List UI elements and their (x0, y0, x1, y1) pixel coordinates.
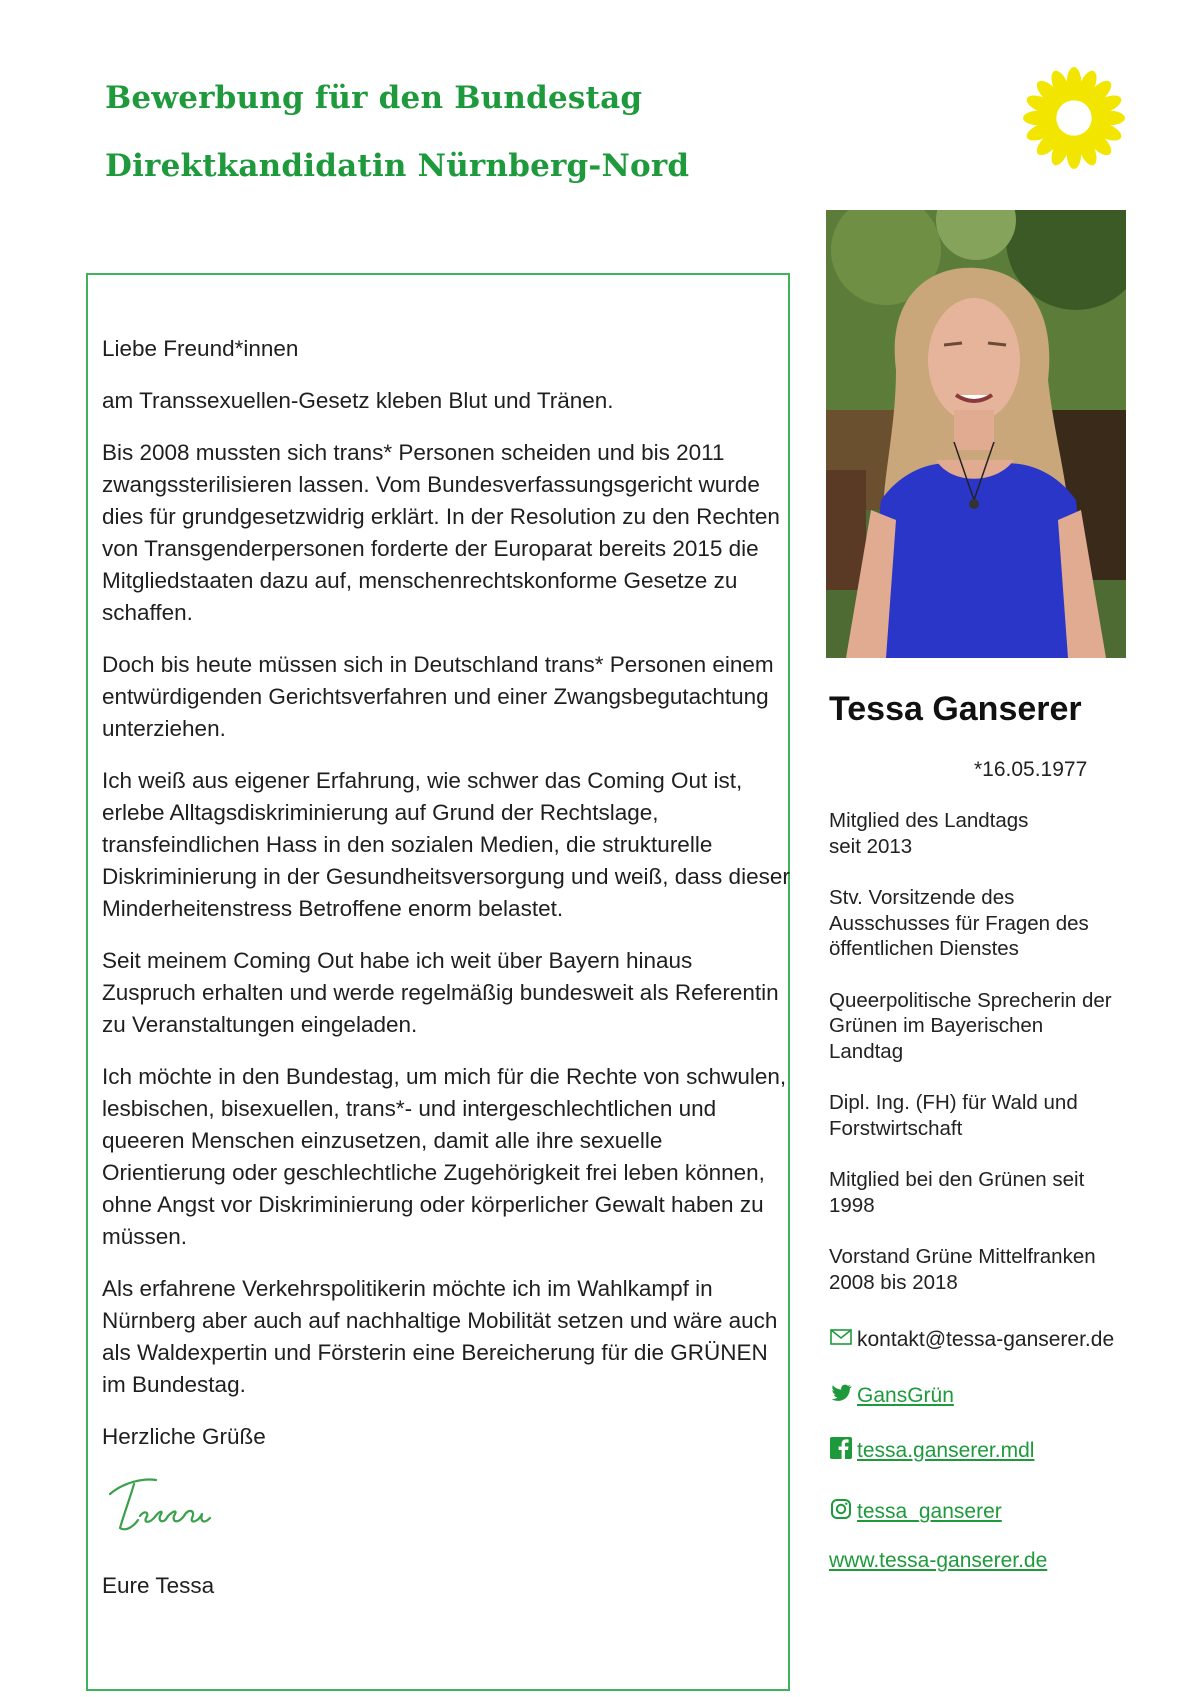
fact-line: Landtag (829, 1039, 904, 1063)
portrait-photo (826, 210, 1126, 658)
fact-line: 1998 (829, 1193, 875, 1217)
email-text[interactable]: kontakt@tessa-ganserer.de (857, 1328, 1115, 1351)
fact-line: 2008 bis 2018 (829, 1270, 958, 1294)
letter-paragraph: Als erfahrene Verkehrspolitikerin möchte ich im Wahlkampf in Nürnberg aber auch auf nachhaltige Mobilität setzen und wäre auch als Waldexpertin und Försterin eine Bereicherung für die GRÜNEN im Bundestag. (102, 1276, 778, 1397)
contact-facebook[interactable] (829, 1436, 1159, 1463)
letter-closing: Herzliche Grüße (102, 1424, 266, 1449)
letter-body (102, 333, 792, 1473)
fact-line: Grünen im Bayerischen (829, 1014, 1044, 1037)
fact-line: Mitglied bei den Grünen seit (829, 1168, 1085, 1191)
contact-instagram[interactable] (829, 1497, 1159, 1524)
twitter-icon (829, 1381, 853, 1405)
fact-line: Mitglied des Landtags (829, 809, 1029, 832)
birth-date: *16.05.1977 (974, 758, 1088, 781)
letter-greeting: Liebe Freund*innen (102, 336, 299, 361)
fact-line: Dipl. Ing. (FH) für Wald und (829, 1091, 1078, 1114)
fact-line: öffentlichen Dienstes (829, 937, 1019, 960)
twitter-link[interactable]: GansGrün (857, 1384, 954, 1407)
instagram-link[interactable]: tessa_ganserer (857, 1500, 1002, 1523)
fact-line: Forstwirtschaft (829, 1116, 963, 1140)
letter-paragraph: Seit meinem Coming Out habe ich weit über Bayern hinaus Zuspruch erhalten und werde regelmäßig bundesweit als Referentin zu Veranstaltungen eingeladen. (102, 948, 779, 1037)
letter-paragraph: am Transsexuellen-Gesetz kleben Blut und Tränen. (102, 388, 614, 413)
candidate-name: Tessa Ganserer (829, 690, 1082, 728)
instagram-icon (829, 1497, 853, 1521)
fact-line: Ausschusses für Fragen des (829, 911, 1089, 935)
letter-paragraph: Ich weiß aus eigener Erfahrung, wie schwer das Coming Out ist, erlebe Alltagsdiskriminierung auf Grund der Rechtslage, transfeindlichen Hass in den sozialen Medien, die strukturelle Diskriminierung in der Gesundheitsversorgung und weiß, dass dieser Minderheitenstress Betroffene enorm belastet. (102, 768, 790, 921)
header-title-line2: Direktkandidatin Nürnberg-Nord (105, 148, 690, 184)
contact-website[interactable] (829, 1549, 1159, 1573)
facebook-icon (829, 1436, 853, 1460)
sunflower-icon (1022, 66, 1126, 170)
header-title-line1: Bewerbung für den Bundestag (105, 80, 643, 116)
contact-twitter[interactable] (829, 1381, 1159, 1408)
letter-paragraph: Bis 2008 mussten sich trans* Personen scheiden und bis 2011 zwangssterilisieren lassen. Vom Bundesverfassungsgericht wurde dies für grundgesetzwidrig erklärt. In der Resolution zu den Rechten von Transgenderpersonen forderte der Europarat bereits 2015 die Mitgliedstaaten dazu auf, menschenrechtskonforme Gesetze zu schaffen. (102, 440, 780, 625)
fact-line: Queerpolitische Sprecherin der (829, 988, 1112, 1012)
contact-email[interactable] (829, 1325, 1159, 1352)
fact-line: Stv. Vorsitzende des (829, 886, 1015, 909)
letter-sign-off: Eure Tessa (102, 1573, 215, 1598)
profile-fact (829, 988, 1149, 1065)
profile-fact (829, 1244, 1149, 1295)
handwritten-signature (104, 1470, 224, 1540)
profile-fact (829, 1167, 1149, 1218)
letter-paragraph: Ich möchte in den Bundestag, um mich für die Rechte von schwulen, lesbischen, bisexuellen, trans*- und intergeschlechtlichen und queeren Menschen einzusetzen, damit alle ihre sexuelle Orientierung oder geschlechtliche Zugehörigkeit frei leben können, ohne Angst vor Diskriminierung oder körperlicher Gewalt haben zu müssen. (102, 1064, 787, 1249)
profile-fact (829, 808, 1149, 859)
website-link[interactable]: www.tessa-ganserer.de (829, 1549, 1048, 1572)
envelope-icon (829, 1325, 853, 1349)
letter-paragraph: Doch bis heute müssen sich in Deutschland trans* Personen einem entwürdigenden Gerichtsverfahren und einer Zwangsbegutachtung unterziehen. (102, 652, 774, 741)
fact-line: Vorstand Grüne Mittelfranken (829, 1245, 1096, 1268)
facebook-link[interactable]: tessa.ganserer.mdl (857, 1439, 1035, 1462)
profile-fact (829, 1090, 1149, 1141)
profile-facts (829, 808, 1149, 1321)
profile-fact (829, 885, 1149, 962)
fact-line: seit 2013 (829, 834, 913, 858)
profile-sidebar (829, 690, 1149, 1294)
